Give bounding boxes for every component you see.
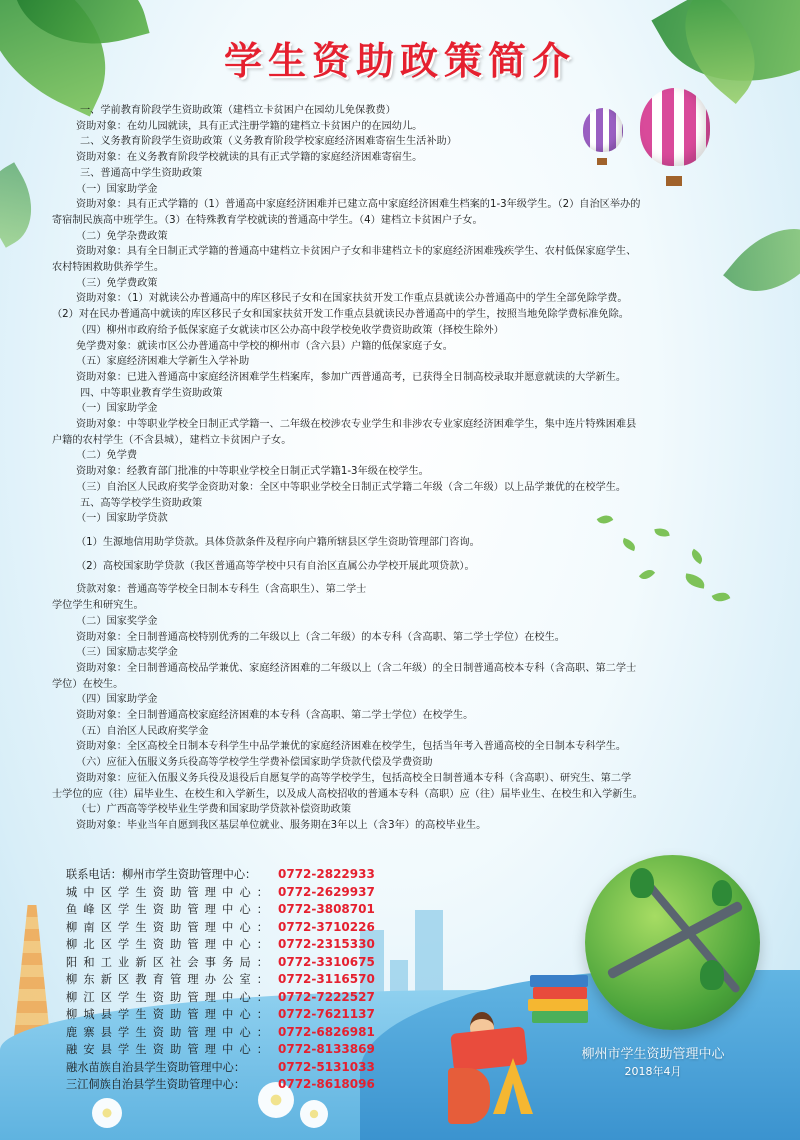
policy-line: 资助对象：应征入伍服义务兵役及退役后自愿复学的高等学校学生，包括高校全日制普通本专科（含高职）、研究生、第二学 [76,772,632,784]
policy-line: （二）免学杂费政策 [76,230,168,242]
contact-row [66,866,406,884]
contact-phone: 0772-2822933 [278,867,375,881]
leaf-decoration [0,162,49,248]
policy-line: （二）国家奖学金 [76,615,158,627]
red-book-icon [450,1026,528,1072]
policy-line: 一、学前教育阶段学生资助政策（建档立卡贫困户在园幼儿免保教费） [80,105,396,116]
line-gap [52,574,752,582]
policy-line: 资助对象：全日制普通高校家庭经济困难的本专科（含高职、第二学士学位）在校学生。 [76,710,474,722]
contact-row [66,1006,406,1024]
contact-name: 柳 东 新 区 教 育 管 理 办 公 室 ： [66,973,268,986]
policy-line: 免学费对象：就读市区公办普通高中学校的柳州市（含六县）户籍的低保家庭子女。 [76,340,453,352]
tree-icon [630,868,654,898]
contact-phone: 0772-3808701 [278,902,375,916]
contact-phone: 0772-3710226 [278,919,375,934]
policy-line: 学位）在校生。 [52,678,124,690]
contact-phone: 0772-5131033 [278,1059,375,1074]
policy-line: （2）高校国家助学贷款（我区普通高等学校中只有自治区直属公办学校开展此项贷款）。 [76,560,475,572]
contact-phone: 0772-7621137 [278,1007,375,1021]
policy-content [52,103,752,834]
tree-icon [712,880,732,906]
policy-line: 资助对象：毕业当年自愿到我区基层单位就业、服务期在3年以上（含3年）的高校毕业生。 [76,819,487,831]
footer-organization: 柳州市学生资助管理中心 [581,1047,725,1062]
policy-line: （一）国家助学金 [76,183,158,195]
contact-row [66,1041,406,1059]
policy-line: （五）自治区人民政府奖学金 [76,725,209,737]
white-flower-icon [300,1100,328,1128]
policy-line: （五）家庭经济困难大学新生入学补助 [76,356,250,368]
policy-line: 贷款对象：普通高等学校全日制本专科生（含高职生）、第二学士 [76,584,367,596]
policy-line: （一）国家助学金 [76,403,158,415]
contact-list [66,866,406,1094]
policy-line: 资助对象：在幼儿园就读，具有正式注册学籍的建档立卡贫困户的在园幼儿。 [76,120,423,132]
policy-line: 资助对象：已进入普通高中家庭经济困难学生档案库，参加广西普通高考，已获得全日制高校录取并愿意就读的大学新生。 [76,371,627,383]
white-flower-icon [92,1098,122,1128]
policy-line: 资助对象：具有正式学籍的（1）普通高中家庭经济困难并已建立高中家庭经济困难生档案的1-3年级学生。（2）自治区举办的 [76,199,641,211]
contact-row [66,1059,406,1077]
policy-line: 资助对象：全日制普通高校品学兼优、家庭经济困难的二年级以上（含二年级）的全日制普通高校本专科（含高职、第二学士 [76,662,637,674]
policy-line: （四）国家助学金 [76,694,158,706]
policy-line: 资助对象：中等职业学校全日制正式学籍一、二年级在校涉农专业学生和非涉农专业家庭经济困难学生，集中连片特殊困难县 [76,419,637,431]
contact-row [66,989,406,1007]
contact-row [66,919,406,937]
contact-row [66,901,406,919]
contact-name: 柳 北 区 学 生 资 助 管 理 中 心 ： [66,938,268,951]
policy-line: （1）生源地信用助学贷款。具体贷款条件及程序向户籍所辖县区学生资助管理部门咨询。 [76,536,480,548]
line-gap [52,527,752,535]
policy-line: 资助对象：具有全日制正式学籍的普通高中建档立卡贫困户子女和非建档立卡的家庭经济困难残疾学生、农村低保家庭学生、 [76,246,637,258]
footer-date: 2018年4月 [624,1065,682,1078]
policy-line: 三、普通高中学生资助政策 [80,167,203,179]
policy-line: 寄宿制民族高中班学生。（3）在特殊教育学校就读的普通高中学生。（4）建档立卡贫困户子女。 [52,214,483,226]
policy-line: 四、中等职业教育学生资助政策 [80,387,223,399]
contact-phone: 0772-8133869 [278,1042,375,1056]
contact-row [66,954,406,972]
contact-phone: 0772-2315330 [278,937,375,951]
contact-name: 联系电话：柳州市学生资助管理中心： [66,868,257,881]
policy-line: （四）柳州市政府给予低保家庭子女就读市区公办高中段学校免收学费资助政策（择校生除外） [76,324,504,336]
contact-phone: 0772-7222527 [278,989,375,1004]
contact-phone: 0772-8618096 [278,1077,375,1091]
policy-line: 户籍的农村学生（不含县城），建档立卡贫困户子女。 [52,434,292,446]
contact-phone: 0772-3116570 [278,972,375,986]
letter-block-icon [448,1068,490,1124]
page-title: 学生资助政策简介 [223,39,576,83]
policy-line: （三）免学费政策 [76,277,158,289]
contact-name: 鱼 峰 区 学 生 资 助 管 理 中 心 ： [66,903,268,916]
policy-line: 资助对象：在义务教育阶段学校就读的具有正式学籍的家庭经济困难寄宿生。 [76,152,423,164]
contact-phone: 0772-3310675 [278,954,375,969]
contact-name: 柳 江 区 学 生 资 助 管 理 中 心 ： [66,990,268,1004]
contact-name: 阳 和 工 业 新 区 社 会 事 务 局 ： [66,955,268,969]
policy-line: 资助对象：全日制普通高校特别优秀的二年级以上（含二年级）的本专科（含高职、第二学士学位）在校生。 [76,631,565,643]
policy-line: （2）对在民办普通高中就读的库区移民子女和国家扶贫开发工作重点县就读民办普通高中的学生，按照当地免除学费标准免除。 [52,309,629,321]
contact-name: 鹿 寨 县 学 生 资 助 管 理 中 心 ： [66,1025,268,1039]
contact-row [66,1076,406,1094]
policy-line: 五、高等学校学生资助政策 [80,497,203,509]
policy-line: 士学位的应（往）届毕业生、在校生和入学新生，以及成人高校招收的普通本专科（高职）应（往）届毕业生、在校生和入学新生。 [52,788,643,800]
contact-phone: 0772-2629937 [278,884,375,899]
book-stack-icon [530,975,588,987]
contact-row [66,1024,406,1042]
policy-line: （七）广西高等学校毕业生学费和国家助学贷款补偿资助政策 [76,804,352,816]
book-stack-icon [532,1011,588,1023]
line-gap [52,551,752,559]
contact-name: 柳 南 区 学 生 资 助 管 理 中 心 ： [66,920,268,934]
footer [553,1046,753,1080]
book-stack-icon [533,987,587,999]
policy-line: 农村特困救助供养学生。 [52,262,165,274]
policy-line: 资助对象：全区高校全日制本专科学生中品学兼优的家庭经济困难在校学生，包括当年考入普通高校的全日制本专科学生。 [76,741,627,753]
policy-line: （三）自治区人民政府奖学金资助对象：全区中等职业学校全日制正式学籍二年级（含二年级）以上品学兼优的在校学生。 [76,481,627,493]
contact-name: 融水苗族自治县学生资助管理中心： [66,1060,246,1074]
contact-row [66,936,406,954]
policy-line: （二）免学费 [76,450,138,462]
contact-row [66,971,406,989]
contact-name: 融 安 县 学 生 资 助 管 理 中 心 ： [66,1043,268,1056]
policy-line: （三）国家励志奖学金 [76,647,178,659]
policy-line: 学位学生和研究生。 [52,600,144,612]
policy-line: （六）应征入伍服义务兵役高等学校学生学费补偿国家助学贷款代偿及学费资助 [76,757,433,769]
policy-line: 二、义务教育阶段学生资助政策（义务教育阶段学校家庭经济困难寄宿生生活补助） [80,136,457,148]
contact-name: 城 中 区 学 生 资 助 管 理 中 心 ： [66,885,268,899]
contact-phone: 0772-6826981 [278,1024,375,1039]
contact-name: 柳 城 县 学 生 资 助 管 理 中 心 ： [66,1008,268,1021]
contact-name: 三江侗族自治县学生资助管理中心： [66,1078,246,1091]
policy-line: （一）国家助学贷款 [76,513,168,525]
policy-line: 资助对象：经教育部门批准的中等职业学校全日制正式学籍1-3年级在校学生。 [76,466,429,478]
policy-line: 资助对象：（1）对就读公办普通高中的库区移民子女和在国家扶贫开发工作重点县就读公办普通高中的学生全部免除学费。 [76,293,628,305]
contact-row [66,884,406,902]
tree-icon [700,960,724,990]
book-stack-icon [528,999,588,1011]
